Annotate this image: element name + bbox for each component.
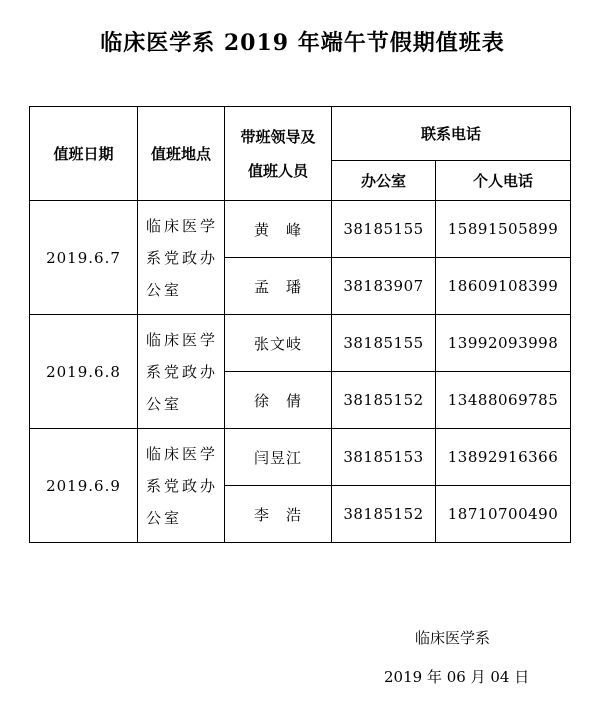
- personal-phone: 13488069785: [436, 372, 571, 429]
- place-line: 系党政办: [146, 248, 219, 267]
- place-cell: [138, 201, 225, 315]
- personal-phone: 13892916366: [436, 429, 571, 486]
- person-name: 李 浩: [225, 486, 332, 543]
- office-phone: 38185155: [332, 315, 436, 372]
- personal-phone: 18710700490: [436, 486, 571, 543]
- header-office: 办公室: [332, 161, 436, 201]
- header-personal: 个人电话: [436, 161, 571, 201]
- header-leader-line1: 带班领导及: [240, 127, 316, 146]
- page-title: 临床医学系 2019 年端午节假期值班表: [100, 30, 505, 56]
- header-leader-line2: 值班人员: [247, 161, 308, 180]
- header-leader: [225, 107, 332, 201]
- place-line: 公室: [146, 280, 183, 299]
- duty-table: [29, 106, 571, 543]
- date-cell: 2019.6.9: [30, 429, 138, 543]
- header-place: 值班地点: [138, 107, 225, 201]
- office-phone: 38185155: [332, 201, 436, 258]
- office-phone: 38185152: [332, 372, 436, 429]
- person-name: 孟 璠: [225, 258, 332, 315]
- date-cell: 2019.6.8: [30, 315, 138, 429]
- header-contact: 联系电话: [332, 107, 571, 161]
- person-name: 张文岐: [225, 315, 332, 372]
- person-name: 闫昱江: [225, 429, 332, 486]
- place-cell: [138, 429, 225, 543]
- person-name: 黄 峰: [225, 201, 332, 258]
- table-row: [30, 429, 571, 486]
- header-date: 值班日期: [30, 107, 138, 201]
- signature-org: 临床医学系: [415, 629, 491, 647]
- office-phone: 38183907: [332, 258, 436, 315]
- place-line: 系党政办: [146, 476, 219, 495]
- table-row: [30, 201, 571, 258]
- place-line: 临床医学: [146, 216, 219, 235]
- table-row: [30, 315, 571, 372]
- place-line: 公室: [146, 508, 183, 527]
- place-line: 临床医学: [146, 444, 219, 463]
- personal-phone: 15891505899: [436, 201, 571, 258]
- place-cell: [138, 315, 225, 429]
- office-phone: 38185152: [332, 486, 436, 543]
- personal-phone: 13992093998: [436, 315, 571, 372]
- date-cell: 2019.6.7: [30, 201, 138, 315]
- person-name: 徐 倩: [225, 372, 332, 429]
- office-phone: 38185153: [332, 429, 436, 486]
- place-line: 系党政办: [146, 362, 219, 381]
- signature-date: 2019 年 06 月 04 日: [384, 668, 530, 686]
- personal-phone: 18609108399: [436, 258, 571, 315]
- place-line: 临床医学: [146, 330, 219, 349]
- place-line: 公室: [146, 394, 183, 413]
